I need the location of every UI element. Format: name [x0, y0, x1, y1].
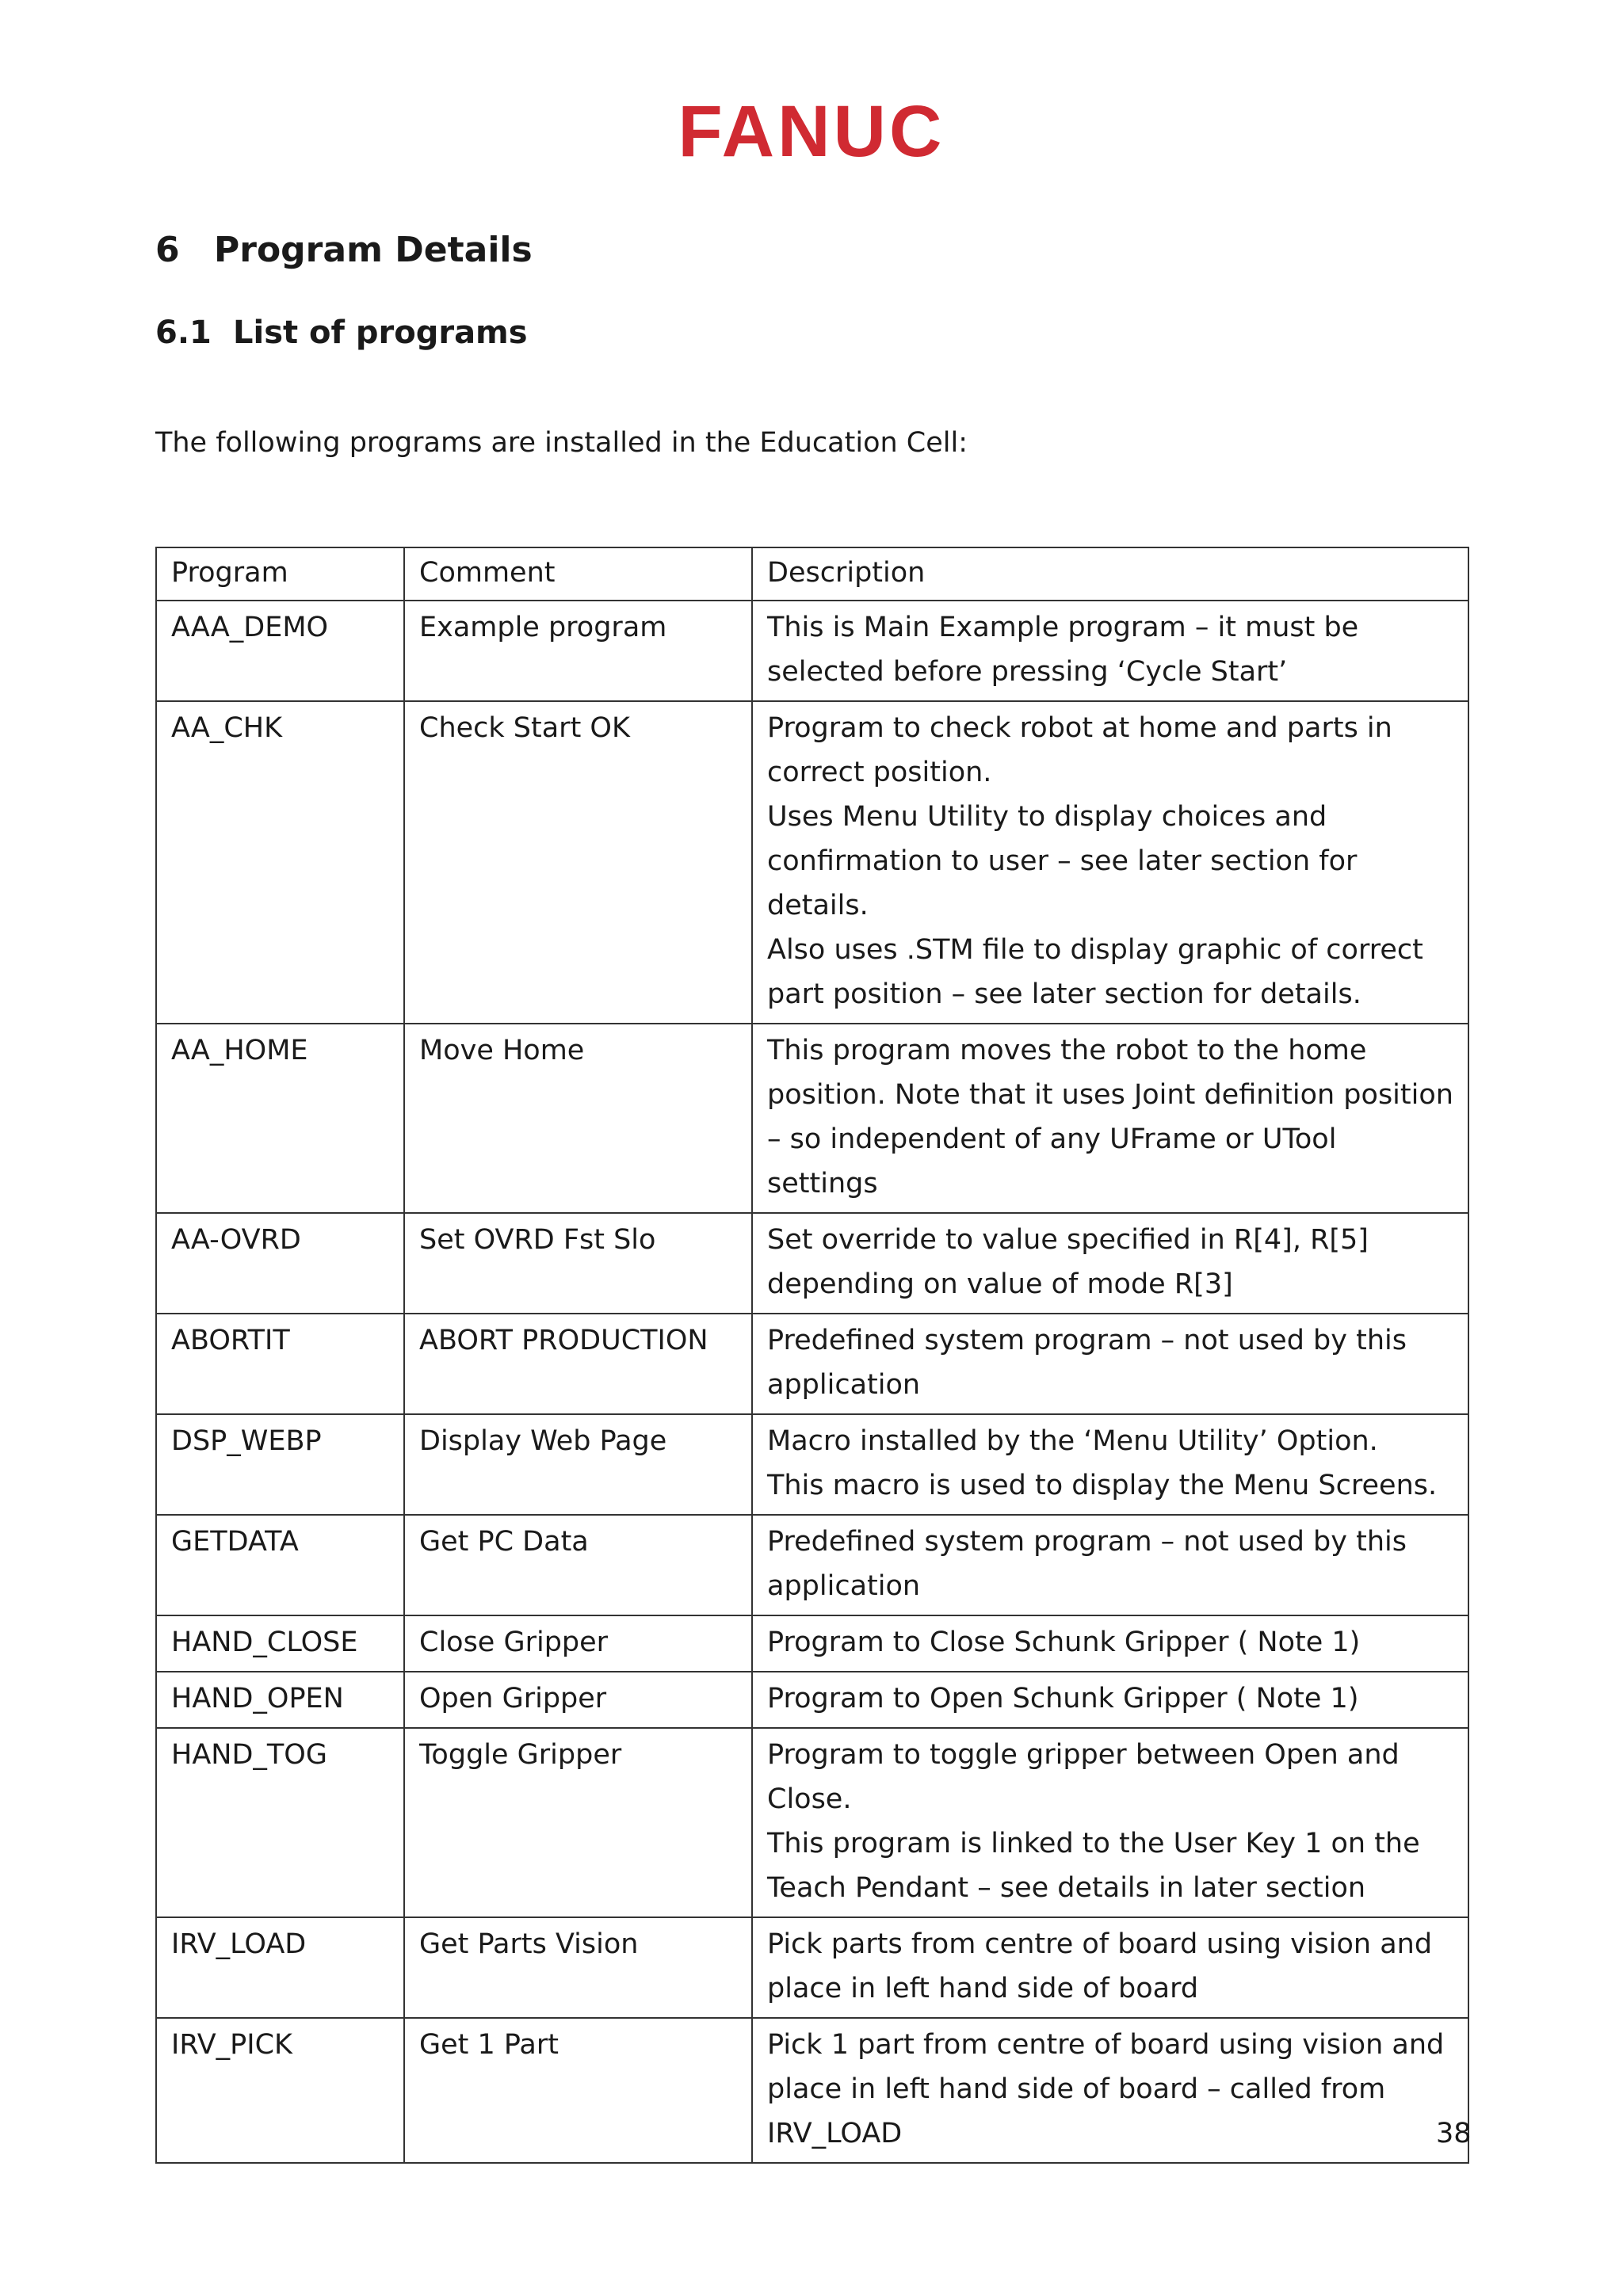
- table-row: [156, 1314, 1468, 1414]
- column-header-comment: Comment: [404, 547, 752, 601]
- cell-description: [752, 601, 1468, 701]
- table-row: [156, 1917, 1468, 2018]
- description-line: Predefined system program – not used by this application: [767, 1325, 1407, 1401]
- cell-description: [752, 1314, 1468, 1414]
- column-header-description: Description: [752, 547, 1468, 601]
- cell-program: AA_HOME: [156, 1024, 404, 1213]
- cell-comment: ABORT PRODUCTION: [404, 1314, 752, 1414]
- table-row: [156, 701, 1468, 1024]
- cell-description: [752, 1728, 1468, 1917]
- description-line: Also uses .STM file to display graphic of correct part position – see later section for details.: [767, 934, 1423, 1010]
- description-line: Pick 1 part from centre of board using vision and place in left hand side of board – called from IRV_LOAD: [767, 2029, 1445, 2149]
- description-line: This is Main Example program – it must be selected before pressing ‘Cycle Start’: [767, 612, 1359, 688]
- cell-comment: Display Web Page: [404, 1414, 752, 1515]
- cell-comment: Get 1 Part: [404, 2018, 752, 2163]
- description-line: Macro installed by the ‘Menu Utility’ Option.: [767, 1425, 1378, 1457]
- cell-description: [752, 1515, 1468, 1615]
- table-row: [156, 1213, 1468, 1314]
- cell-comment: Toggle Gripper: [404, 1728, 752, 1917]
- table-row: [156, 1515, 1468, 1615]
- cell-comment: Close Gripper: [404, 1615, 752, 1672]
- cell-comment: Get PC Data: [404, 1515, 752, 1615]
- subsection-number: 6.1: [155, 315, 212, 351]
- description-line: This program moves the robot to the home position. Note that it uses Joint definition position – so independent of any UFrame or UTool settings: [767, 1035, 1453, 1199]
- cell-program: AA-OVRD: [156, 1213, 404, 1314]
- subsection-title: List of programs: [233, 315, 528, 351]
- cell-program: IRV_LOAD: [156, 1917, 404, 2018]
- description-line: Pick parts from centre of board using vision and place in left hand side of board: [767, 1928, 1433, 2004]
- cell-comment: Open Gripper: [404, 1672, 752, 1728]
- description-line: This macro is used to display the Menu Screens.: [767, 1470, 1438, 1501]
- page-number: 38: [1436, 2118, 1472, 2149]
- description-line: Set override to value specified in R[4], R[5] depending on value of mode R[3]: [767, 1224, 1369, 1300]
- cell-program: HAND_CLOSE: [156, 1615, 404, 1672]
- cell-description: [752, 1672, 1468, 1728]
- table-row: [156, 601, 1468, 701]
- description-line: Program to check robot at home and parts in correct position.: [767, 712, 1392, 788]
- subsection-heading: [155, 314, 528, 352]
- cell-comment: Move Home: [404, 1024, 752, 1213]
- cell-comment: Check Start OK: [404, 701, 752, 1024]
- table-row: [156, 1728, 1468, 1917]
- cell-program: ABORTIT: [156, 1314, 404, 1414]
- cell-program: AA_CHK: [156, 701, 404, 1024]
- table-header: [156, 547, 1468, 601]
- cell-comment: Get Parts Vision: [404, 1917, 752, 2018]
- cell-program: IRV_PICK: [156, 2018, 404, 2163]
- cell-comment: Example program: [404, 601, 752, 701]
- cell-description: [752, 1024, 1468, 1213]
- table-row: [156, 1024, 1468, 1213]
- table-row: [156, 1672, 1468, 1728]
- cell-description: [752, 2018, 1472, 2163]
- cell-description: [752, 1213, 1468, 1314]
- cell-description: [752, 701, 1468, 1024]
- programs-table: [155, 547, 1472, 2164]
- table-row: [156, 1615, 1468, 1672]
- fanuc-logo: FANUC: [678, 91, 945, 172]
- cell-program: HAND_OPEN: [156, 1672, 404, 1728]
- description-line: Uses Menu Utility to display choices and confirmation to user – see later section for details.: [767, 801, 1358, 921]
- description-line: Predefined system program – not used by this application: [767, 1526, 1407, 1602]
- cell-program: GETDATA: [156, 1515, 404, 1615]
- section-title: Program Details: [214, 230, 533, 270]
- cell-description: [752, 1414, 1468, 1515]
- column-header-program: Program: [156, 547, 404, 601]
- description-line: Program to toggle gripper between Open and Close.: [767, 1739, 1400, 1815]
- cell-program: AAA_DEMO: [156, 601, 404, 701]
- intro-paragraph: The following programs are installed in the Education Cell:: [155, 427, 968, 459]
- description-line: Program to Close Schunk Gripper ( Note 1): [767, 1627, 1361, 1658]
- description-line: This program is linked to the User Key 1 on the Teach Pendant – see details in later section: [767, 1828, 1420, 1904]
- table-row: [156, 2018, 1468, 2163]
- table-row: [156, 1414, 1468, 1515]
- cell-program: DSP_WEBP: [156, 1414, 404, 1515]
- cell-comment: Set OVRD Fst Slo: [404, 1213, 752, 1314]
- cell-description: [752, 1917, 1468, 2018]
- table-body: [156, 601, 1472, 2163]
- cell-program: HAND_TOG: [156, 1728, 404, 1917]
- section-heading: [155, 230, 533, 272]
- cell-description: [752, 1615, 1468, 1672]
- description-line: Program to Open Schunk Gripper ( Note 1): [767, 1683, 1359, 1714]
- table-header-row: [156, 547, 1468, 601]
- section-number: 6: [155, 230, 180, 270]
